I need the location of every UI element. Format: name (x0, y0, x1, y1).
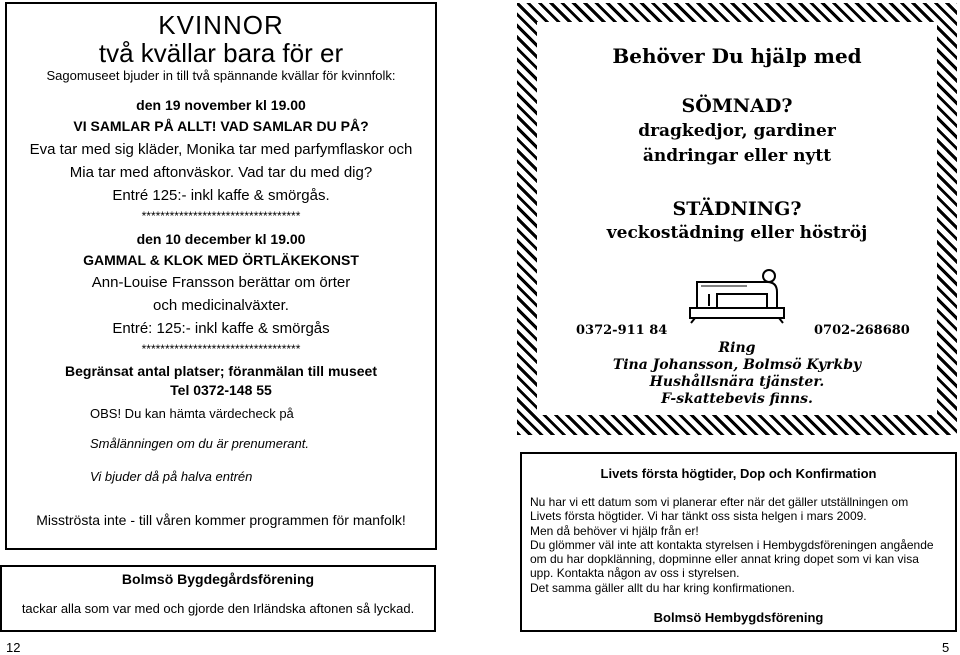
event1-heading: VI SAMLAR PÅ ALLT! VAD SAMLAR DU PÅ? (73, 118, 369, 134)
bygdegard-title: Bolmsö Bygdegårdsförening (121, 571, 315, 587)
event2-date: den 10 december kl 19.00 (136, 231, 306, 247)
event2-heading: GAMMAL & KLOK MED ÖRTLÄKEKONST (83, 252, 359, 268)
ad-ring: Ring (718, 340, 756, 356)
hembygd-signature: Bolmsö Hembygdsförening (653, 610, 824, 625)
hembygd-line: Nu har vi ett datum som vi planerar efter när det gäller utställningen om (530, 495, 909, 509)
closing-line: Misströsta inte - till våren kommer programmen för manfolk! (36, 512, 406, 528)
event2-price: Entré: 125:- inkl kaffe & smörgås (112, 320, 330, 337)
obs-line-3: Vi bjuder då på halva entrén (90, 469, 253, 484)
hembygd-line: Livets första högtider. Vi har tänkt oss sista helgen i mars 2009. (530, 509, 867, 524)
obs-line-2: Smålänningen om du är prenumerant. (90, 436, 309, 451)
obs-line-1: OBS! Du kan hämta värdecheck på (90, 406, 294, 421)
ad-sewing-line-2: ändringar eller nytt (642, 146, 832, 166)
ad-name: Tina Johansson, Bolmsö Kyrkby (612, 357, 862, 373)
museum-phone: Tel 0372-148 55 (170, 382, 272, 398)
kvinnor-title: KVINNOR (158, 10, 284, 40)
event2-text-1: Ann-Louise Fransson berättar om örter (91, 274, 351, 291)
hembygd-line: om du har dopklänning, dopminne eller annat kring dopet som vi kan visa (530, 552, 919, 567)
hembygd-text (530, 495, 934, 595)
event1-text-2: Mia tar med aftonväskor. Vad tar du med dig? (69, 164, 373, 181)
hembygd-line: Det samma gäller allt du har kring konfirmationen. (530, 580, 795, 595)
ad-sewing-line-1: dragkedjor, gardiner (638, 121, 836, 141)
kvinnor-subtitle: två kvällar bara för er (98, 38, 344, 68)
ad-heading: Behöver Du hjälp med (612, 44, 862, 68)
ad-cleaning: STÄDNING? (672, 198, 802, 220)
event2-separator: ********************************** (141, 342, 301, 356)
hembygd-line: Du glömmer väl inte att kontakta styrelsen i Hembygdsföreningen angående (530, 537, 934, 552)
limited-seats: Begränsat antal platser; föranmälan till museet (65, 363, 377, 379)
hembygd-body-box (520, 492, 957, 632)
hembygd-title: Livets första högtider, Dop och Konfirmation (600, 466, 877, 481)
page-number-left: 12 (6, 640, 21, 655)
kvinnor-intro: Sagomuseet bjuder in till två spännande kvällar för kvinnfolk: (46, 68, 396, 83)
page-number-right: 5 (942, 640, 950, 655)
event1-date: den 19 november kl 19.00 (136, 97, 306, 113)
hembygd-line: upp. Kontakta någon av oss i styrelsen. (530, 566, 740, 581)
ad-cleaning-line: veckostädning eller höströj (606, 223, 868, 243)
event2-text-2: och medicinalväxter. (153, 297, 289, 314)
bygdegard-text: tackar alla som var med och gjorde den Irländska aftonen så lyckad. (21, 601, 415, 616)
sewing-machine-icon (687, 262, 787, 324)
ad-tax: F-skattebevis finns. (661, 391, 813, 407)
event1-price: Entré 125:- inkl kaffe & smörgås. (112, 187, 330, 204)
kvinnor-event-box (5, 2, 437, 550)
ad-phone-1: 0372-911 84 (576, 323, 668, 338)
hembygd-title-box (520, 452, 957, 494)
ad-sewing: SÖMNAD? (681, 95, 793, 117)
ad-company: Hushållsnära tjänster. (649, 374, 825, 390)
event1-text-1: Eva tar med sig kläder, Monika tar med parfymflaskor och (29, 141, 413, 158)
hembygd-line: Men då behöver vi hjälp från er! (530, 523, 699, 538)
ad-phone-2: 0702-268680 (814, 323, 910, 338)
bygdegard-box (0, 565, 436, 632)
event1-separator: ********************************** (141, 209, 301, 223)
